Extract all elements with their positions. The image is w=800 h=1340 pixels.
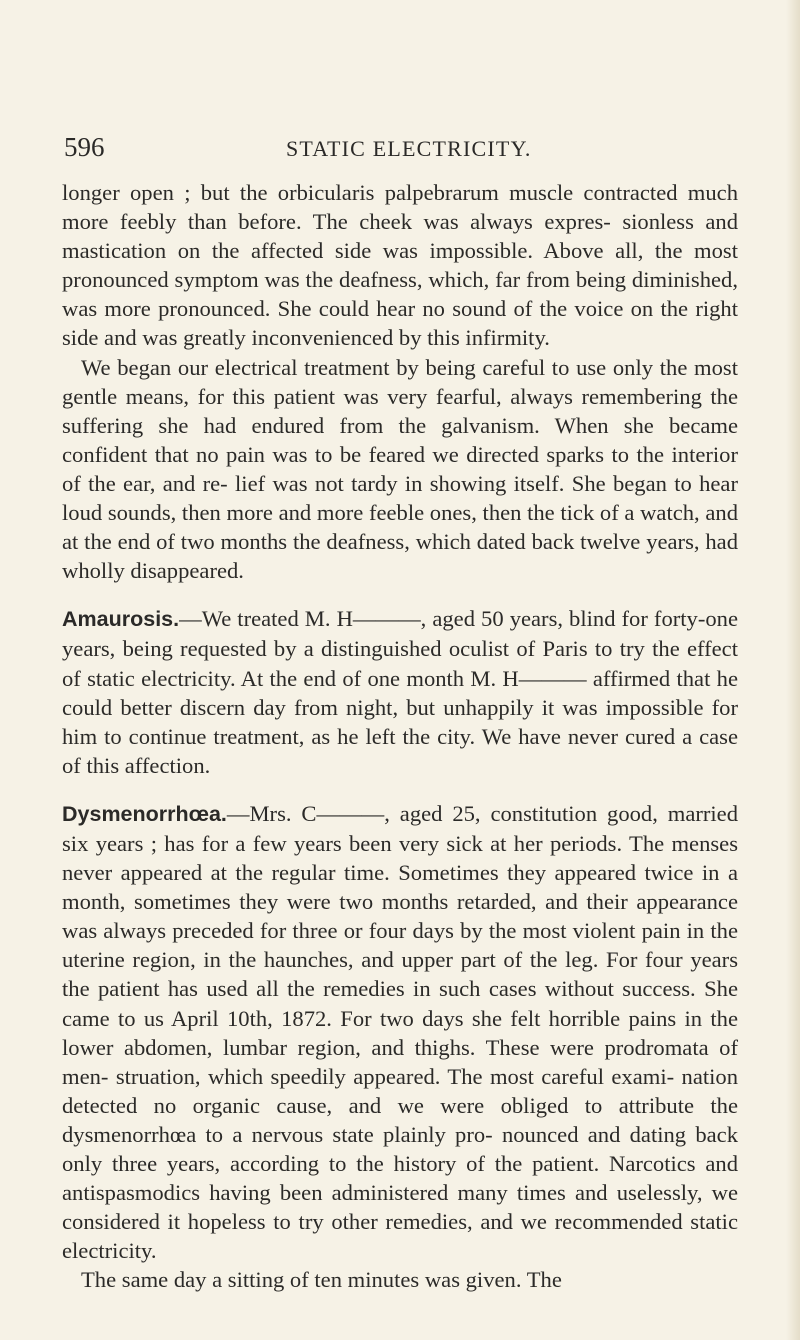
section-heading-amaurosis: Amaurosis. xyxy=(62,607,180,632)
running-title: STATIC ELECTRICITY. xyxy=(286,136,532,161)
page-edge xyxy=(786,0,800,1340)
paragraph-last-line: The same day a sitting of ten minutes was given. The xyxy=(81,1267,562,1293)
paragraph-dysmenorrhoea xyxy=(62,799,738,1266)
section-heading-dysmenorrhoea: Dysmenorrhœa. xyxy=(62,801,227,826)
paragraph-electrical-treatment: We began our electrical treatment by being careful to use only the most gentle means, for this patient was very fearful, always remembering the suffering she had endured from the galvanism. When she became confident that no pain was to be feared we directed sparks to the interior of the ear, and re- lief was not tardy in showing itself. She began to hear loud sounds, then more and more feeble ones, then the tick of a watch, and at the end of two months the deafness, which dated back twelve years, had wholly disappeared. xyxy=(62,354,738,584)
dysmenorrhoea-text: —Mrs. C———, aged 25, constitution good, married six years ; has for a few years been very sick at her periods. The menses never appeared at the regular time. Sometimes they appeared twice in a month, sometimes they were two months retarded, and their appearance was always preceded for three or four days by the most violent pain in the uterine region, in the haunches, and upper part of the leg. For four years the patient has used all the remedies in such cases without success. She came to us April 10th, 1872. For two days she felt horrible pains in the lower abdomen, lumbar region, and thighs. These were prodromata of men- struation, which speedily appeared. The most careful exami- nation detected no organic cause, and we were obliged to attribute the dysmenorrhœa to a nervous state plainly pro- nounced and dating back only three years, according to the history of the patient. Narcotics and antispasmodics having been administered many times and uselessly, we considered it hopeless to try other remedies, and we recommended static electricity. xyxy=(62,800,738,1264)
amaurosis-text: —We treated M. H———, aged 50 years, blind for forty-one years, being requested by a distinguished oculist of Paris to try the effect of static electricity. At the end of one month M. H——— affirmed that he could better discern day from night, but unhappily it was impossible for him to continue treatment, as he left the city. We have never cured a case of this affection. xyxy=(62,606,738,778)
paragraph-amaurosis xyxy=(62,604,738,780)
page-number: 596 xyxy=(64,132,105,162)
paragraph-continuation: longer open ; but the orbicularis palpebrarum muscle contracted much more feebly than before. The cheek was always expres- sionless and mastication on the affected side was impossible. Above all, the most pronounced symptom was the deafness, which, far from being diminished, was more pronounced. She could hear no sound of the voice on the right side and was greatly inconvenienced by this infirmity. xyxy=(62,180,738,351)
running-head xyxy=(62,130,738,166)
book-page xyxy=(62,130,738,1294)
